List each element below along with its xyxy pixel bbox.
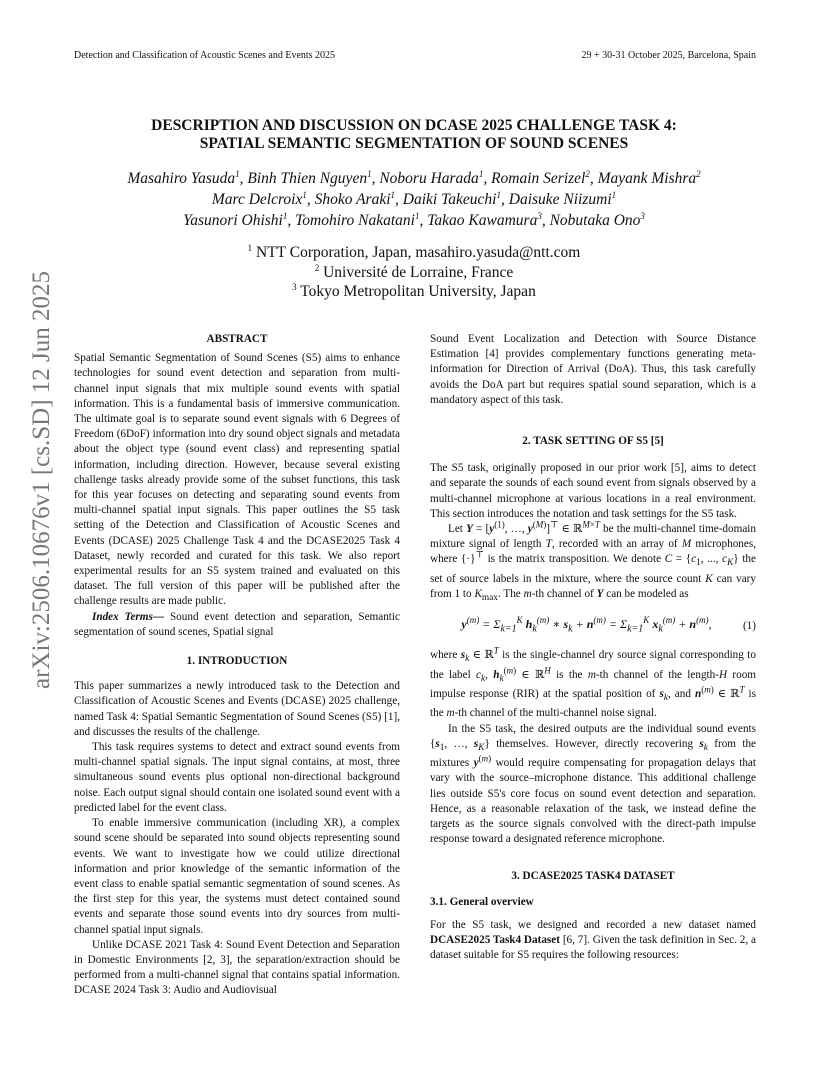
affiliation-3: $^3$ Tokyo Metropolitan University, Japan [292,281,536,300]
section-dataset-heading: 3. DCASE2025 TASK4 DATASET [511,870,675,883]
section-task-setting-heading: 2. TASK SETTING OF S5 [5] [522,435,664,448]
authors-line-3: Yasunori Ohishi$^1$, Tomohiro Nakatani$^1$, Takao Kawamura$^3$, Nobutaka Ono$^3$ [183,210,645,229]
author: Noboru Harada [379,170,479,187]
equation-1 [430,614,756,637]
intro-paragraph-4: Unlike DCASE 2021 Task 4: Sound Event Detection and Separation in Domestic Environments [2, 3], the separation/extraction should be performed from a multi-channel signal that contains spatial information. DCASE 2024 Task 3: Audio and Audiovisual [74,938,400,997]
author: Nobutaka Ono [549,212,641,229]
authors-line-1: Masahiro Yasuda$^1$, Binh Thien Nguyen$^1$, Noboru Harada$^1$, Romain Serizel$^2$, Mayank Mishra$^2$ [127,168,701,187]
task-setting-paragraph-1: The S5 task, originally proposed in our prior work [5], aims to detect and separate the sounds of each sound event from signals observed by a multi-channel microphone at various locations in a real environment. This section introduces the notation and task settings for the S5 task. [430,462,756,520]
intro-paragraph-1: This paper summarizes a newly introduced task to the Detection and Classification of Acoustic Scenes and Events (DCASE) 2025 challenge, named Task 4: Spatial Semantic Segmentation of Sound Scenes (S5) [1], and discusses the results of the challenge. [74,680,400,738]
title-line-2: SPATIAL SEMANTIC SEGMENTATION OF SOUND SCENES [199,135,629,152]
author: Mayank Mishra [597,170,697,187]
affiliation-2: $^2$ Université de Lorraine, France [314,262,514,281]
author: Romain Serizel [491,170,586,187]
section-introduction-heading: 1. INTRODUCTION [186,655,288,668]
abstract-body: Spatial Semantic Segmentation of Sound Scenes (S5) aims to enhance technologies for sound event detection and separation from multi-channel input signals that mix multiple sound events with spatial information. This is a fundamental basis of immersive communication. The ultimate goal is to separate sound event signals with 6 Degrees of Freedom (6DoF) information into dry sound object signals and metadata about the object type (sound event class) and representing spatial information, including direction. However, because several existing challenge tasks already provide some of the subset functions, this task for this year focuses on detecting and separating sound events from multi-channel spatial input signals. This paper outlines the S5 task setting of the Detection and Classification of Acoustic Scenes and Events (DCASE) 2025 Challenge Task 4 and the DCASE2025 Task 4 Dataset, newly recorded and curated for this task. We also report experimental results for an S5 system trained and evaluated on this dataset. The full version of this paper will be published after the challenge results are made public. [74,352,400,608]
equation-1-body: $y^{(m)} = \Sigma_{k=1}^K$ $h_k^{(m)}$ ∗ $s_k + n^{(m)} = \Sigma_{k=1}^K$ $x_k^{(m)} + n^{(m)}$, [461,614,712,634]
authors-line-2: Marc Delcroix$^1$, Shoko Araki$^1$, Daiki Takeuchi$^1$, Daisuke Niizumi$^1$ [211,189,617,208]
author: Marc Delcroix [211,191,303,208]
right-column [430,332,756,964]
author: Shoko Araki [314,191,391,208]
intro-paragraph-3: To enable immersive communication (including XR), a complex sound scene should be separated into sound objects representing sound events. We want to investigate how we could utilize directional information and prior knowledge of the semantic information of the event class to enable spatial semantic segmentation of sound scenes. As the first step for this year, the systems must detect contained sound events and separate those sound events into dry sources from multi-channel spatial input signals. [74,817,400,936]
author: Daisuke Niizumi [508,191,612,208]
index-terms: Index Terms— Sound event detection and separation, Semantic segmentation of sound scenes, Spatial signal [74,610,400,638]
subsection-general-overview-heading: 3.1. General overview [430,895,534,908]
arxiv-stamp [22,270,62,690]
author: Yasunori Ohishi [183,212,283,229]
title-line-1: DESCRIPTION AND DISCUSSION ON DCASE 2025 CHALLENGE TASK 4: [151,117,677,134]
paper-title [0,117,828,153]
task-setting-paragraph-2: Let $Y = [y^{(1)}$, …, $y^{(M)}]^⊤$ ∈ ℝ$^{M\times T}$ be the multi-channel time-domain mixture signal of length T, recorded with an array of M microphones, where {·}⊤ is the matrix transposition. We denote $C = \{c_1$, ..., $c_K$} the set of source labels in the mixture, where the source count K can vary from 1 to $K_{max}$. The m-th channel of Y can be modeled as [430,519,757,604]
running-header-left: Detection and Classification of Acoustic Scenes and Events 2025 [74,50,336,61]
left-column [74,332,400,999]
task-setting-paragraph-3: where $s_k$ ∈ ℝ$^T$ is the single-channel dry source signal corresponding to the label $c_k$, $h_k^{(m)}$ ∈ ℝ$^H$ is the m-th channel of the length-H room impulse response (RIR) at the spatial position of $s_k$, and $n^{(m)}$ ∈ ℝ$^T$ is the m-th channel of the multi-channel noise signal. [430,645,757,720]
author: Binh Thien Nguyen [247,170,368,187]
affiliations [0,243,828,302]
abstract-heading: ABSTRACT [206,333,268,345]
arxiv-identifier: arXiv:2506.10676v1 [cs.SD] 12 Jun 2025 [28,270,55,690]
task-setting-paragraph-4: In the S5 task, the desired outputs are the individual sound events {$s_1$, …, $s_K$} themselves. However, directly recovering $s_k$ from the mixtures $y^{(m)}$ would require compensating for propagation delays that vary with the source–microphone distance. This additional challenge lies outside S5's core focus on sound event detection and separation. Hence, as a reasonable relaxation of the task, we instead define the targets as the source signals convolved with the direct-path impulse response toward a designated reference microphone. [430,722,757,846]
author-list [0,168,828,231]
dataset-paragraph-1: For the S5 task, we designed and recorded a new dataset named DCASE2025 Task4 Dataset [6, 7]. Given the task definition in Sec. 2, a dataset suitable for S5 requires the following resources: [430,918,756,962]
intro-paragraph-4-continued: Sound Event Localization and Detection with Source Distance Estimation [4] provides complementary functions generating meta-information for Direction of Arrival (DoA). Thus, this task carefully avoids the DoA part but requires spatial sound separation, which is a mandatory aspect of this task. [430,333,756,406]
author: Daiki Takeuchi [402,191,497,208]
author: Tomohiro Nakatani [295,212,415,229]
author: Masahiro Yasuda [127,170,236,187]
intro-paragraph-2: This task requires systems to detect and extract sound events from multi-channel spatial signals. The input signal contains, at most, three simultaneous sound events plus optional non-directional background noise. Each output signal should contain one isolated sound event with a predicted label for the event class. [74,741,400,814]
affiliation-1: $^1$ NTT Corporation, Japan, masahiro.yasuda@ntt.com [247,242,581,261]
author: Takao Kawamura [427,212,538,229]
equation-1-number: (1) [742,619,756,632]
running-header-right: 29 + 30-31 October 2025, Barcelona, Spain [581,50,756,61]
